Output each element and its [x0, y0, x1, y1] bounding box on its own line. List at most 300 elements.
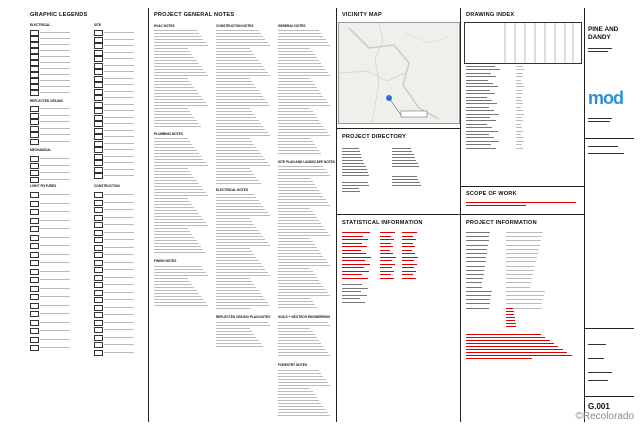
text-line [516, 100, 522, 101]
text-line [278, 250, 319, 251]
text-line [402, 236, 413, 237]
text-line [466, 334, 541, 335]
text-line [516, 66, 523, 67]
text-line [216, 54, 254, 55]
text-line [392, 176, 417, 177]
text-line [342, 302, 365, 303]
text-line [466, 93, 495, 94]
text-line [278, 307, 317, 308]
text-line [278, 373, 321, 374]
text-line [342, 163, 364, 164]
legend-symbol [94, 192, 103, 198]
text-line [154, 126, 201, 127]
legend-label [104, 209, 134, 210]
text-line [466, 69, 500, 70]
text-line [154, 216, 201, 217]
legend-label [104, 337, 134, 338]
text-line [278, 169, 326, 170]
drawing-index-title: DRAWING INDEX [466, 12, 515, 18]
text-line [216, 132, 268, 133]
text-line [278, 283, 321, 284]
text-line [278, 39, 326, 40]
text-line [154, 290, 197, 291]
legend-label [104, 39, 134, 40]
text-line [216, 218, 250, 219]
notes-finish-heading: FINISH NOTES [154, 259, 177, 263]
text-line [278, 54, 315, 55]
text-line [278, 334, 315, 335]
legend-label [104, 78, 134, 79]
text-line [154, 120, 197, 121]
text-line [402, 260, 414, 261]
text-line [154, 114, 192, 115]
text-line [506, 253, 538, 254]
text-line [506, 270, 534, 271]
text-line [216, 171, 252, 172]
text-line [154, 36, 201, 37]
text-line [342, 274, 362, 275]
legend-symbol [30, 90, 39, 96]
text-line [216, 60, 259, 61]
text-line [216, 305, 270, 306]
text-line [516, 120, 523, 121]
legend-label [40, 115, 70, 116]
text-line [380, 260, 392, 261]
text-line [216, 177, 256, 178]
text-line [216, 340, 259, 341]
vicinity-map-title: VICINITY MAP [342, 12, 382, 18]
text-line [278, 349, 326, 350]
text-line [278, 265, 330, 266]
text-line [516, 114, 524, 115]
text-line [216, 290, 259, 291]
text-line [466, 131, 498, 132]
text-line [516, 131, 523, 132]
legend-symbol [30, 132, 39, 138]
legend-label [40, 128, 70, 129]
text-line [278, 268, 310, 269]
text-line [216, 99, 265, 100]
legend-label [104, 65, 134, 66]
text-line [154, 165, 208, 166]
project-directory-title: PROJECT DIRECTORY [342, 134, 407, 140]
text-line [216, 159, 265, 160]
text-line [216, 135, 270, 136]
text-line [466, 66, 495, 67]
text-line [278, 208, 310, 209]
text-line [402, 274, 413, 275]
text-line [154, 198, 188, 199]
legend-label [40, 92, 70, 93]
legend-symbol [30, 320, 39, 326]
text-line [466, 337, 545, 338]
text-line [154, 159, 203, 160]
legend-symbol [94, 69, 103, 75]
text-line [278, 184, 315, 185]
text-line [466, 291, 492, 292]
text-line [342, 298, 360, 299]
text-line [216, 138, 250, 139]
legend-symbol [94, 56, 103, 62]
legend-label [40, 288, 70, 289]
text-line [216, 30, 259, 31]
legend-label [40, 134, 70, 135]
legend-symbol [94, 207, 103, 213]
legend-symbol [30, 156, 39, 162]
text-line [380, 239, 394, 240]
text-line [216, 197, 256, 198]
legend-label [40, 211, 70, 212]
notes-forestry-heading: FORESTRY NOTES [278, 363, 308, 367]
text-line [216, 51, 252, 52]
text-line [216, 174, 254, 175]
text-line [278, 370, 319, 371]
legend-symbol [30, 235, 39, 241]
text-line [216, 206, 263, 207]
general-notes-panel [148, 8, 337, 422]
legend-symbol [30, 119, 39, 125]
text-line [278, 400, 319, 401]
text-line [154, 249, 203, 250]
text-line [392, 148, 411, 149]
legend-symbol [94, 290, 103, 296]
text-line [278, 403, 321, 404]
legend-symbol [94, 173, 103, 179]
text-line [342, 271, 369, 272]
text-line [278, 406, 323, 407]
text-line [342, 243, 362, 244]
text-line [466, 299, 490, 300]
text-line [392, 157, 415, 158]
text-line [278, 66, 323, 67]
legend-symbol [94, 305, 103, 311]
text-line [516, 73, 522, 74]
legend-label [104, 169, 134, 170]
text-line [516, 117, 522, 118]
legend-label [104, 104, 134, 105]
text-line [402, 271, 416, 272]
text-line [154, 201, 190, 202]
text-line [402, 246, 415, 247]
text-line [466, 278, 483, 279]
legend-label [104, 322, 134, 323]
text-line [216, 165, 270, 166]
text-line [216, 221, 252, 222]
text-line [392, 160, 416, 161]
text-line [342, 295, 367, 296]
text-line [278, 187, 317, 188]
text-line [278, 117, 317, 118]
legend-label [104, 175, 134, 176]
text-line [278, 175, 330, 176]
text-line [380, 267, 392, 268]
legend-symbol [30, 209, 39, 215]
text-line [154, 138, 188, 139]
legend-symbol [94, 95, 103, 101]
text-line [154, 75, 208, 76]
legend-symbol [30, 106, 39, 112]
text-line [154, 108, 188, 109]
text-line [342, 166, 366, 167]
text-line [216, 111, 252, 112]
text-line [216, 346, 263, 347]
text-line [278, 376, 323, 377]
legend-symbol [94, 342, 103, 348]
text-line [216, 90, 259, 91]
legend-label [40, 158, 70, 159]
text-line [466, 124, 487, 125]
text-line [466, 249, 487, 250]
legend-label [104, 352, 134, 353]
text-line [278, 223, 321, 224]
text-line [466, 308, 489, 309]
text-line [516, 103, 523, 104]
text-line [154, 141, 190, 142]
text-line [216, 212, 268, 213]
text-line [216, 126, 263, 127]
text-line [154, 156, 201, 157]
text-line [506, 326, 516, 327]
legend-symbol [94, 154, 103, 160]
text-line [154, 162, 206, 163]
text-line [278, 409, 326, 410]
text-line [402, 278, 416, 279]
legend-symbol [94, 37, 103, 43]
legend-symbol [30, 303, 39, 309]
text-line [278, 304, 315, 305]
legend-symbol [94, 237, 103, 243]
text-line [278, 51, 313, 52]
text-line [216, 233, 261, 234]
text-line [516, 134, 521, 135]
text-line [154, 189, 203, 190]
text-line [278, 111, 313, 112]
text-line [216, 87, 256, 88]
text-line [154, 96, 201, 97]
text-line [278, 181, 313, 182]
text-line [506, 245, 540, 246]
text-line [506, 311, 514, 312]
text-line [216, 302, 268, 303]
legend-symbol [94, 147, 103, 153]
text-line [154, 278, 188, 279]
text-line [216, 147, 256, 148]
text-line [216, 108, 250, 109]
legend-symbol [94, 320, 103, 326]
text-line [216, 254, 254, 255]
legend-label [104, 117, 134, 118]
text-line [278, 322, 328, 323]
text-line [466, 266, 485, 267]
text-line [278, 238, 310, 239]
legend-label [40, 68, 70, 69]
text-line [154, 54, 192, 55]
text-line [216, 162, 268, 163]
drawing-index-panel [460, 8, 585, 422]
text-line [392, 179, 418, 180]
text-line [154, 42, 206, 43]
legend-label [104, 32, 134, 33]
text-line [466, 274, 484, 275]
text-line [154, 174, 192, 175]
text-line [466, 97, 487, 98]
text-line [278, 280, 319, 281]
text-line [506, 240, 541, 241]
legend-label [104, 110, 134, 111]
text-line [154, 57, 194, 58]
text-line [278, 259, 326, 260]
legend-symbol [94, 215, 103, 221]
text-line [216, 69, 265, 70]
text-line [216, 227, 256, 228]
scope-of-work-title: SCOPE OF WORK [466, 191, 517, 197]
text-line [278, 385, 330, 386]
text-line [516, 80, 521, 81]
text-line [216, 325, 270, 326]
text-line [466, 148, 496, 149]
text-line [342, 260, 365, 261]
legend-symbol [94, 275, 103, 281]
legend-symbol [94, 102, 103, 108]
text-line [380, 274, 391, 275]
text-line [278, 262, 328, 263]
text-line [216, 129, 265, 130]
text-line [154, 99, 203, 100]
text-line [216, 245, 270, 246]
text-line [216, 328, 250, 329]
text-line [154, 171, 190, 172]
text-line [278, 232, 328, 233]
text-line [342, 188, 359, 189]
text-line [154, 30, 197, 31]
text-line [216, 156, 263, 157]
legend-symbol [94, 245, 103, 251]
legend-label [40, 305, 70, 306]
text-line [216, 308, 250, 309]
text-line [154, 207, 194, 208]
project-name [588, 26, 618, 42]
text-line [278, 226, 323, 227]
text-line [278, 150, 319, 151]
legend-symbol [94, 327, 103, 333]
text-line [278, 229, 326, 230]
text-line [342, 239, 368, 240]
legend-symbol [94, 267, 103, 273]
text-line [154, 84, 192, 85]
text-line [402, 264, 417, 265]
legend-symbol [94, 89, 103, 95]
text-line [278, 123, 321, 124]
text-line [216, 343, 261, 344]
text-line [216, 200, 259, 201]
text-line [216, 296, 263, 297]
text-line [154, 78, 188, 79]
legend-label [104, 58, 134, 59]
legend-symbol [30, 226, 39, 232]
text-line [216, 248, 250, 249]
text-line [154, 45, 208, 46]
title-block [584, 8, 634, 422]
text-line [466, 137, 494, 138]
text-line [154, 39, 203, 40]
text-line [516, 83, 522, 84]
text-line [278, 346, 323, 347]
text-line [154, 87, 194, 88]
text-line [278, 108, 310, 109]
text-line [216, 36, 263, 37]
text-line [380, 246, 393, 247]
text-line [278, 292, 328, 293]
legend-symbol [94, 128, 103, 134]
legend-label [40, 56, 70, 57]
text-line [516, 141, 524, 142]
drawing-index-table [464, 22, 582, 64]
text-line [342, 232, 370, 233]
legend-label [104, 329, 134, 330]
text-line [278, 141, 313, 142]
text-line [278, 202, 328, 203]
text-line [278, 352, 328, 353]
legend-label [40, 172, 70, 173]
text-line [466, 103, 497, 104]
text-line [342, 172, 368, 173]
legend-label [40, 74, 70, 75]
text-line [216, 209, 265, 210]
text-line [342, 191, 360, 192]
text-line [342, 253, 366, 254]
legend-label [104, 344, 134, 345]
legend-label [40, 296, 70, 297]
text-line [216, 337, 256, 338]
text-line [154, 284, 192, 285]
text-line [342, 160, 363, 161]
vicinity-map-image [338, 22, 460, 124]
legend-label [40, 38, 70, 39]
legend-symbol [30, 163, 39, 169]
legend-label [40, 165, 70, 166]
legend-symbol [94, 82, 103, 88]
text-line [380, 257, 396, 258]
text-line [402, 243, 413, 244]
text-line [466, 86, 498, 87]
text-line [466, 73, 491, 74]
statistical-information-title: STATISTICAL INFORMATION [342, 220, 423, 226]
legend-symbol [30, 126, 39, 132]
text-line [278, 81, 313, 82]
text-line [516, 144, 522, 145]
text-line [466, 110, 494, 111]
legend-label [104, 284, 134, 285]
text-line [278, 60, 319, 61]
text-line [154, 213, 199, 214]
text-line [216, 269, 265, 270]
text-line [278, 382, 328, 383]
text-line [216, 141, 252, 142]
text-line [392, 151, 412, 152]
text-line [278, 45, 330, 46]
text-line [342, 151, 360, 152]
general-notes-title: PROJECT GENERAL NOTES [154, 12, 235, 18]
text-line [278, 271, 313, 272]
text-line [154, 117, 194, 118]
legend-label [104, 292, 134, 293]
text-line [466, 144, 491, 145]
text-line [466, 127, 492, 128]
legend-symbol [94, 76, 103, 82]
text-line [466, 141, 499, 142]
text-line [278, 129, 326, 130]
text-line [342, 169, 367, 170]
